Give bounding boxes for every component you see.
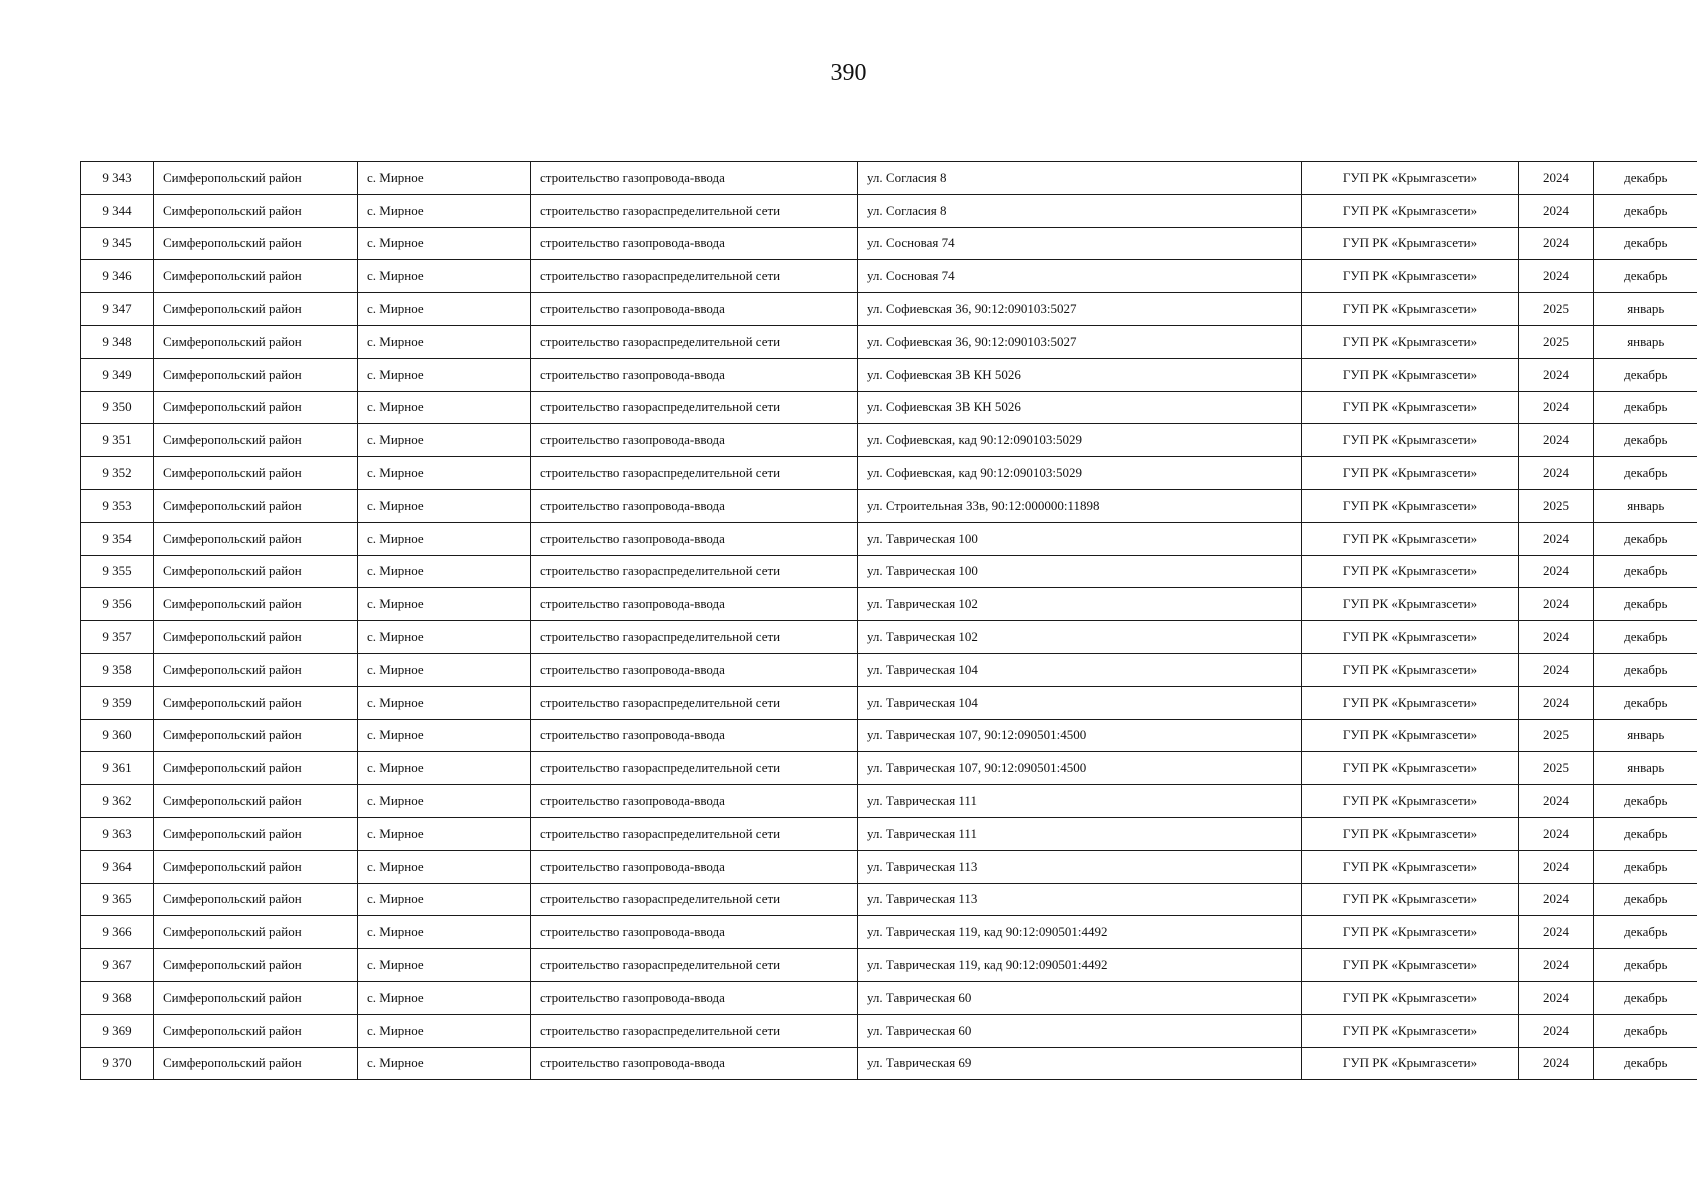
district-cell: Симферопольский район: [154, 194, 358, 227]
year-cell: 2025: [1519, 719, 1594, 752]
address-cell: ул. Таврическая 113: [858, 850, 1302, 883]
row-number-cell: 9 357: [81, 621, 154, 654]
year-cell: 2024: [1519, 621, 1594, 654]
work-type-cell: строительство газораспределительной сети: [531, 555, 858, 588]
month-cell: декабрь: [1594, 850, 1697, 883]
year-cell: 2024: [1519, 194, 1594, 227]
table-row: [81, 916, 1697, 949]
table-row: [81, 260, 1697, 293]
address-cell: ул. Таврическая 100: [858, 555, 1302, 588]
address-cell: ул. Таврическая 104: [858, 686, 1302, 719]
settlement-cell: с. Мирное: [358, 194, 531, 227]
settlement-cell: с. Мирное: [358, 588, 531, 621]
work-type-cell: строительство газораспределительной сети: [531, 391, 858, 424]
year-cell: 2024: [1519, 358, 1594, 391]
month-cell: декабрь: [1594, 555, 1697, 588]
district-cell: Симферопольский район: [154, 522, 358, 555]
organization-cell: ГУП РК «Крымгазсети»: [1302, 981, 1519, 1014]
district-cell: Симферопольский район: [154, 686, 358, 719]
organization-cell: ГУП РК «Крымгазсети»: [1302, 194, 1519, 227]
work-type-cell: строительство газопровода-ввода: [531, 719, 858, 752]
settlement-cell: с. Мирное: [358, 358, 531, 391]
work-type-cell: строительство газопровода-ввода: [531, 162, 858, 195]
work-type-cell: строительство газопровода-ввода: [531, 522, 858, 555]
table-row: [81, 981, 1697, 1014]
month-cell: декабрь: [1594, 949, 1697, 982]
settlement-cell: с. Мирное: [358, 621, 531, 654]
work-type-cell: строительство газопровода-ввода: [531, 653, 858, 686]
district-cell: Симферопольский район: [154, 227, 358, 260]
year-cell: 2024: [1519, 555, 1594, 588]
address-cell: ул. Таврическая 107, 90:12:090501:4500: [858, 719, 1302, 752]
organization-cell: ГУП РК «Крымгазсети»: [1302, 424, 1519, 457]
year-cell: 2024: [1519, 883, 1594, 916]
organization-cell: ГУП РК «Крымгазсети»: [1302, 358, 1519, 391]
year-cell: 2024: [1519, 588, 1594, 621]
month-cell: декабрь: [1594, 391, 1697, 424]
organization-cell: ГУП РК «Крымгазсети»: [1302, 817, 1519, 850]
row-number-cell: 9 364: [81, 850, 154, 883]
year-cell: 2024: [1519, 850, 1594, 883]
row-number-cell: 9 369: [81, 1014, 154, 1047]
month-cell: декабрь: [1594, 817, 1697, 850]
work-type-cell: строительство газораспределительной сети: [531, 621, 858, 654]
month-cell: декабрь: [1594, 358, 1697, 391]
organization-cell: ГУП РК «Крымгазсети»: [1302, 949, 1519, 982]
row-number-cell: 9 358: [81, 653, 154, 686]
address-cell: ул. Софиевская, кад 90:12:090103:5029: [858, 424, 1302, 457]
year-cell: 2024: [1519, 391, 1594, 424]
month-cell: декабрь: [1594, 686, 1697, 719]
table-row: [81, 293, 1697, 326]
row-number-cell: 9 352: [81, 457, 154, 490]
year-cell: 2024: [1519, 653, 1594, 686]
month-cell: декабрь: [1594, 424, 1697, 457]
district-cell: Симферопольский район: [154, 916, 358, 949]
address-cell: ул. Таврическая 102: [858, 588, 1302, 621]
table-row: [81, 850, 1697, 883]
table-row: [81, 588, 1697, 621]
row-number-cell: 9 368: [81, 981, 154, 1014]
year-cell: 2024: [1519, 817, 1594, 850]
settlement-cell: с. Мирное: [358, 949, 531, 982]
district-cell: Симферопольский район: [154, 358, 358, 391]
row-number-cell: 9 361: [81, 752, 154, 785]
organization-cell: ГУП РК «Крымгазсети»: [1302, 686, 1519, 719]
district-cell: Симферопольский район: [154, 621, 358, 654]
address-cell: ул. Таврическая 60: [858, 1014, 1302, 1047]
district-cell: Симферопольский район: [154, 949, 358, 982]
month-cell: январь: [1594, 719, 1697, 752]
organization-cell: ГУП РК «Крымгазсети»: [1302, 325, 1519, 358]
month-cell: январь: [1594, 293, 1697, 326]
year-cell: 2024: [1519, 260, 1594, 293]
month-cell: декабрь: [1594, 227, 1697, 260]
address-cell: ул. Софиевская, кад 90:12:090103:5029: [858, 457, 1302, 490]
work-type-cell: строительство газопровода-ввода: [531, 850, 858, 883]
year-cell: 2024: [1519, 981, 1594, 1014]
organization-cell: ГУП РК «Крымгазсети»: [1302, 555, 1519, 588]
work-type-cell: строительство газопровода-ввода: [531, 981, 858, 1014]
address-cell: ул. Софиевская 3В КН 5026: [858, 358, 1302, 391]
district-cell: Симферопольский район: [154, 293, 358, 326]
row-number-cell: 9 344: [81, 194, 154, 227]
settlement-cell: с. Мирное: [358, 391, 531, 424]
year-cell: 2024: [1519, 1047, 1594, 1080]
settlement-cell: с. Мирное: [358, 555, 531, 588]
table-row: [81, 162, 1697, 195]
district-cell: Симферопольский район: [154, 588, 358, 621]
month-cell: декабрь: [1594, 588, 1697, 621]
district-cell: Симферопольский район: [154, 260, 358, 293]
table-row: [81, 522, 1697, 555]
work-type-cell: строительство газораспределительной сети: [531, 194, 858, 227]
district-cell: Симферопольский район: [154, 325, 358, 358]
settlement-cell: с. Мирное: [358, 916, 531, 949]
district-cell: Симферопольский район: [154, 162, 358, 195]
settlement-cell: с. Мирное: [358, 752, 531, 785]
row-number-cell: 9 370: [81, 1047, 154, 1080]
address-cell: ул. Софиевская 36, 90:12:090103:5027: [858, 325, 1302, 358]
month-cell: декабрь: [1594, 981, 1697, 1014]
year-cell: 2024: [1519, 1014, 1594, 1047]
address-cell: ул. Строительная 33в, 90:12:000000:11898: [858, 489, 1302, 522]
work-type-cell: строительство газопровода-ввода: [531, 916, 858, 949]
organization-cell: ГУП РК «Крымгазсети»: [1302, 588, 1519, 621]
organization-cell: ГУП РК «Крымгазсети»: [1302, 883, 1519, 916]
work-type-cell: строительство газораспределительной сети: [531, 817, 858, 850]
district-cell: Симферопольский район: [154, 424, 358, 457]
district-cell: Симферопольский район: [154, 752, 358, 785]
table-row: [81, 1047, 1697, 1080]
work-type-cell: строительство газопровода-ввода: [531, 785, 858, 818]
year-cell: 2024: [1519, 162, 1594, 195]
row-number-cell: 9 346: [81, 260, 154, 293]
organization-cell: ГУП РК «Крымгазсети»: [1302, 293, 1519, 326]
year-cell: 2025: [1519, 293, 1594, 326]
settlement-cell: с. Мирное: [358, 981, 531, 1014]
organization-cell: ГУП РК «Крымгазсети»: [1302, 916, 1519, 949]
address-cell: ул. Софиевская 3В КН 5026: [858, 391, 1302, 424]
district-cell: Симферопольский район: [154, 653, 358, 686]
settlement-cell: с. Мирное: [358, 457, 531, 490]
settlement-cell: с. Мирное: [358, 686, 531, 719]
table-row: [81, 1014, 1697, 1047]
month-cell: декабрь: [1594, 883, 1697, 916]
district-cell: Симферопольский район: [154, 981, 358, 1014]
row-number-cell: 9 360: [81, 719, 154, 752]
month-cell: декабрь: [1594, 194, 1697, 227]
work-type-cell: строительство газопровода-ввода: [531, 489, 858, 522]
district-cell: Симферопольский район: [154, 850, 358, 883]
row-number-cell: 9 363: [81, 817, 154, 850]
work-type-cell: строительство газопровода-ввода: [531, 358, 858, 391]
table-row: [81, 621, 1697, 654]
year-cell: 2025: [1519, 325, 1594, 358]
year-cell: 2024: [1519, 686, 1594, 719]
organization-cell: ГУП РК «Крымгазсети»: [1302, 522, 1519, 555]
work-type-cell: строительство газопровода-ввода: [531, 588, 858, 621]
year-cell: 2024: [1519, 457, 1594, 490]
address-cell: ул. Таврическая 104: [858, 653, 1302, 686]
work-type-cell: строительство газораспределительной сети: [531, 686, 858, 719]
month-cell: декабрь: [1594, 260, 1697, 293]
row-number-cell: 9 362: [81, 785, 154, 818]
row-number-cell: 9 343: [81, 162, 154, 195]
table-row: [81, 194, 1697, 227]
page-number: 390: [830, 60, 867, 86]
settlement-cell: с. Мирное: [358, 719, 531, 752]
table-row: [81, 227, 1697, 260]
table-row: [81, 424, 1697, 457]
settlement-cell: с. Мирное: [358, 1014, 531, 1047]
district-cell: Симферопольский район: [154, 391, 358, 424]
row-number-cell: 9 353: [81, 489, 154, 522]
year-cell: 2024: [1519, 424, 1594, 457]
year-cell: 2024: [1519, 949, 1594, 982]
year-cell: 2025: [1519, 752, 1594, 785]
month-cell: декабрь: [1594, 916, 1697, 949]
address-cell: ул. Таврическая 119, кад 90:12:090501:4492: [858, 916, 1302, 949]
gas-works-table: [80, 161, 1697, 1080]
month-cell: декабрь: [1594, 162, 1697, 195]
table-row: [81, 358, 1697, 391]
settlement-cell: с. Мирное: [358, 653, 531, 686]
row-number-cell: 9 359: [81, 686, 154, 719]
organization-cell: ГУП РК «Крымгазсети»: [1302, 162, 1519, 195]
row-number-cell: 9 367: [81, 949, 154, 982]
organization-cell: ГУП РК «Крымгазсети»: [1302, 653, 1519, 686]
row-number-cell: 9 348: [81, 325, 154, 358]
district-cell: Симферопольский район: [154, 489, 358, 522]
work-type-cell: строительство газораспределительной сети: [531, 1014, 858, 1047]
settlement-cell: с. Мирное: [358, 227, 531, 260]
work-type-cell: строительство газораспределительной сети: [531, 260, 858, 293]
organization-cell: ГУП РК «Крымгазсети»: [1302, 850, 1519, 883]
district-cell: Симферопольский район: [154, 555, 358, 588]
settlement-cell: с. Мирное: [358, 325, 531, 358]
table-row: [81, 555, 1697, 588]
table-row: [81, 719, 1697, 752]
year-cell: 2024: [1519, 785, 1594, 818]
address-cell: ул. Сосновая 74: [858, 260, 1302, 293]
settlement-cell: с. Мирное: [358, 489, 531, 522]
address-cell: ул. Софиевская 36, 90:12:090103:5027: [858, 293, 1302, 326]
table-row: [81, 653, 1697, 686]
district-cell: Симферопольский район: [154, 785, 358, 818]
organization-cell: ГУП РК «Крымгазсети»: [1302, 621, 1519, 654]
settlement-cell: с. Мирное: [358, 424, 531, 457]
table-row: [81, 785, 1697, 818]
work-type-cell: строительство газопровода-ввода: [531, 424, 858, 457]
address-cell: ул. Таврическая 107, 90:12:090501:4500: [858, 752, 1302, 785]
district-cell: Симферопольский район: [154, 1047, 358, 1080]
settlement-cell: с. Мирное: [358, 260, 531, 293]
table-row: [81, 817, 1697, 850]
table-row: [81, 457, 1697, 490]
row-number-cell: 9 351: [81, 424, 154, 457]
address-cell: ул. Таврическая 69: [858, 1047, 1302, 1080]
organization-cell: ГУП РК «Крымгазсети»: [1302, 1047, 1519, 1080]
work-type-cell: строительство газопровода-ввода: [531, 227, 858, 260]
month-cell: декабрь: [1594, 785, 1697, 818]
settlement-cell: с. Мирное: [358, 785, 531, 818]
organization-cell: ГУП РК «Крымгазсети»: [1302, 489, 1519, 522]
district-cell: Симферопольский район: [154, 817, 358, 850]
address-cell: ул. Согласия 8: [858, 194, 1302, 227]
month-cell: декабрь: [1594, 1014, 1697, 1047]
organization-cell: ГУП РК «Крымгазсети»: [1302, 457, 1519, 490]
work-type-cell: строительство газораспределительной сети: [531, 883, 858, 916]
month-cell: январь: [1594, 752, 1697, 785]
organization-cell: ГУП РК «Крымгазсети»: [1302, 785, 1519, 818]
table-body: [81, 162, 1697, 1080]
month-cell: январь: [1594, 489, 1697, 522]
address-cell: ул. Таврическая 60: [858, 981, 1302, 1014]
month-cell: декабрь: [1594, 621, 1697, 654]
month-cell: декабрь: [1594, 457, 1697, 490]
year-cell: 2024: [1519, 227, 1594, 260]
district-cell: Симферопольский район: [154, 1014, 358, 1047]
row-number-cell: 9 345: [81, 227, 154, 260]
year-cell: 2025: [1519, 489, 1594, 522]
address-cell: ул. Таврическая 102: [858, 621, 1302, 654]
table-row: [81, 883, 1697, 916]
settlement-cell: с. Мирное: [358, 850, 531, 883]
row-number-cell: 9 355: [81, 555, 154, 588]
settlement-cell: с. Мирное: [358, 817, 531, 850]
table-row: [81, 752, 1697, 785]
table-row: [81, 686, 1697, 719]
address-cell: ул. Сосновая 74: [858, 227, 1302, 260]
table-row: [81, 391, 1697, 424]
table-row: [81, 489, 1697, 522]
table-row: [81, 949, 1697, 982]
work-type-cell: строительство газораспределительной сети: [531, 325, 858, 358]
address-cell: ул. Таврическая 111: [858, 785, 1302, 818]
settlement-cell: с. Мирное: [358, 162, 531, 195]
organization-cell: ГУП РК «Крымгазсети»: [1302, 227, 1519, 260]
address-cell: ул. Таврическая 113: [858, 883, 1302, 916]
work-type-cell: строительство газопровода-ввода: [531, 293, 858, 326]
district-cell: Симферопольский район: [154, 883, 358, 916]
settlement-cell: с. Мирное: [358, 522, 531, 555]
table-row: [81, 325, 1697, 358]
row-number-cell: 9 349: [81, 358, 154, 391]
month-cell: декабрь: [1594, 1047, 1697, 1080]
month-cell: декабрь: [1594, 653, 1697, 686]
organization-cell: ГУП РК «Крымгазсети»: [1302, 719, 1519, 752]
address-cell: ул. Таврическая 100: [858, 522, 1302, 555]
row-number-cell: 9 347: [81, 293, 154, 326]
district-cell: Симферопольский район: [154, 457, 358, 490]
work-type-cell: строительство газораспределительной сети: [531, 949, 858, 982]
year-cell: 2024: [1519, 522, 1594, 555]
month-cell: январь: [1594, 325, 1697, 358]
row-number-cell: 9 350: [81, 391, 154, 424]
year-cell: 2024: [1519, 916, 1594, 949]
settlement-cell: с. Мирное: [358, 883, 531, 916]
organization-cell: ГУП РК «Крымгазсети»: [1302, 1014, 1519, 1047]
work-type-cell: строительство газораспределительной сети: [531, 752, 858, 785]
settlement-cell: с. Мирное: [358, 293, 531, 326]
month-cell: декабрь: [1594, 522, 1697, 555]
organization-cell: ГУП РК «Крымгазсети»: [1302, 260, 1519, 293]
district-cell: Симферопольский район: [154, 719, 358, 752]
organization-cell: ГУП РК «Крымгазсети»: [1302, 752, 1519, 785]
row-number-cell: 9 366: [81, 916, 154, 949]
row-number-cell: 9 365: [81, 883, 154, 916]
row-number-cell: 9 354: [81, 522, 154, 555]
address-cell: ул. Согласия 8: [858, 162, 1302, 195]
address-cell: ул. Таврическая 119, кад 90:12:090501:4492: [858, 949, 1302, 982]
settlement-cell: с. Мирное: [358, 1047, 531, 1080]
work-type-cell: строительство газораспределительной сети: [531, 457, 858, 490]
organization-cell: ГУП РК «Крымгазсети»: [1302, 391, 1519, 424]
address-cell: ул. Таврическая 111: [858, 817, 1302, 850]
row-number-cell: 9 356: [81, 588, 154, 621]
work-type-cell: строительство газопровода-ввода: [531, 1047, 858, 1080]
